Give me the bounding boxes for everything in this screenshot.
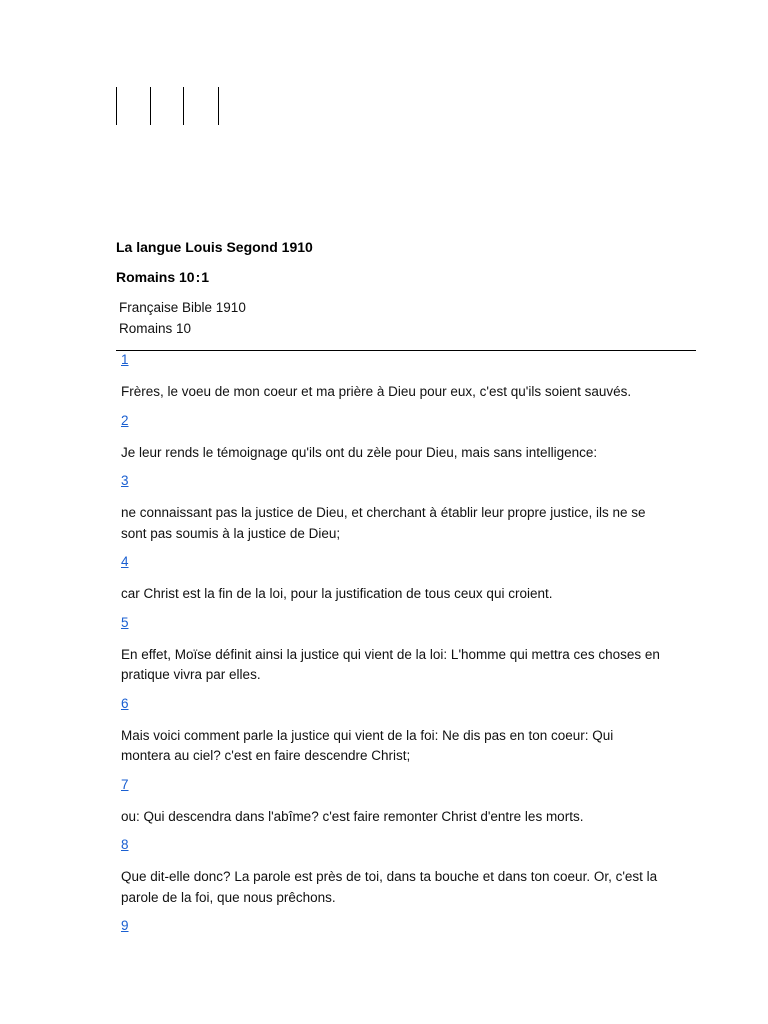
verse-link[interactable]: 6 bbox=[121, 695, 129, 711]
verse-link[interactable]: 5 bbox=[121, 614, 129, 630]
page-title: La langue Louis Segond 1910 bbox=[116, 239, 313, 255]
verse-link[interactable]: 9 bbox=[121, 918, 129, 933]
bible-version: Française Bible 1910 bbox=[119, 300, 246, 315]
verse-text: ne connaissant pas la justice de Dieu, et cherchant à établir leur propre justice, ils ne se sont pas soumis à la justice de Dieu; bbox=[121, 505, 646, 541]
verse-text: Frères, le voeu de mon coeur et ma prière à Dieu pour eux, c'est qu'ils soient sauvés. bbox=[121, 384, 632, 399]
separator-bar bbox=[183, 87, 184, 125]
chapter-label: Romains 10 bbox=[119, 321, 192, 336]
verse-link[interactable]: 2 bbox=[121, 412, 129, 428]
verse-link[interactable]: 4 bbox=[121, 554, 129, 569]
divider bbox=[116, 350, 696, 351]
chapter-number: 10 bbox=[179, 269, 195, 285]
verse-link[interactable]: 8 bbox=[121, 837, 129, 852]
verse-link[interactable]: 3 bbox=[121, 473, 129, 488]
verse-text: En effet, Moïse définit ainsi la justice qui vient de la loi: L'homme qui mettra ces choses en pratique vivra par elles. bbox=[121, 646, 660, 682]
reference-separator: : bbox=[195, 269, 201, 285]
verse-text: Que dit-elle donc? La parole est près de toi, dans ta bouche et dans ton coeur. Or, c'est la parole de la foi, que nous prêchons. bbox=[121, 869, 658, 905]
verse-link[interactable]: 7 bbox=[121, 776, 129, 792]
verse-number: 1 bbox=[201, 269, 210, 285]
verse-text: ou: Qui descendra dans l'abîme? c'est faire remonter Christ d'entre les morts. bbox=[121, 808, 584, 824]
verse-list bbox=[121, 352, 661, 948]
book-name: Romains bbox=[116, 269, 176, 285]
verse-text: Mais voici comment parle la justice qui vient de la foi: Ne dis pas en ton coeur: Qui montera au ciel? c'est en faire descendre Christ; bbox=[121, 727, 614, 763]
verse-text: car Christ est la fin de la loi, pour la justification de tous ceux qui croient. bbox=[121, 586, 553, 601]
separator-bar bbox=[150, 87, 151, 125]
separator-bar bbox=[218, 87, 219, 125]
chapter-reference bbox=[116, 269, 209, 285]
separator-bar bbox=[116, 87, 117, 125]
verse-link[interactable]: 1 bbox=[121, 352, 129, 367]
verse-text: Je leur rends le témoignage qu'ils ont du zèle pour Dieu, mais sans intelligence: bbox=[121, 444, 598, 460]
